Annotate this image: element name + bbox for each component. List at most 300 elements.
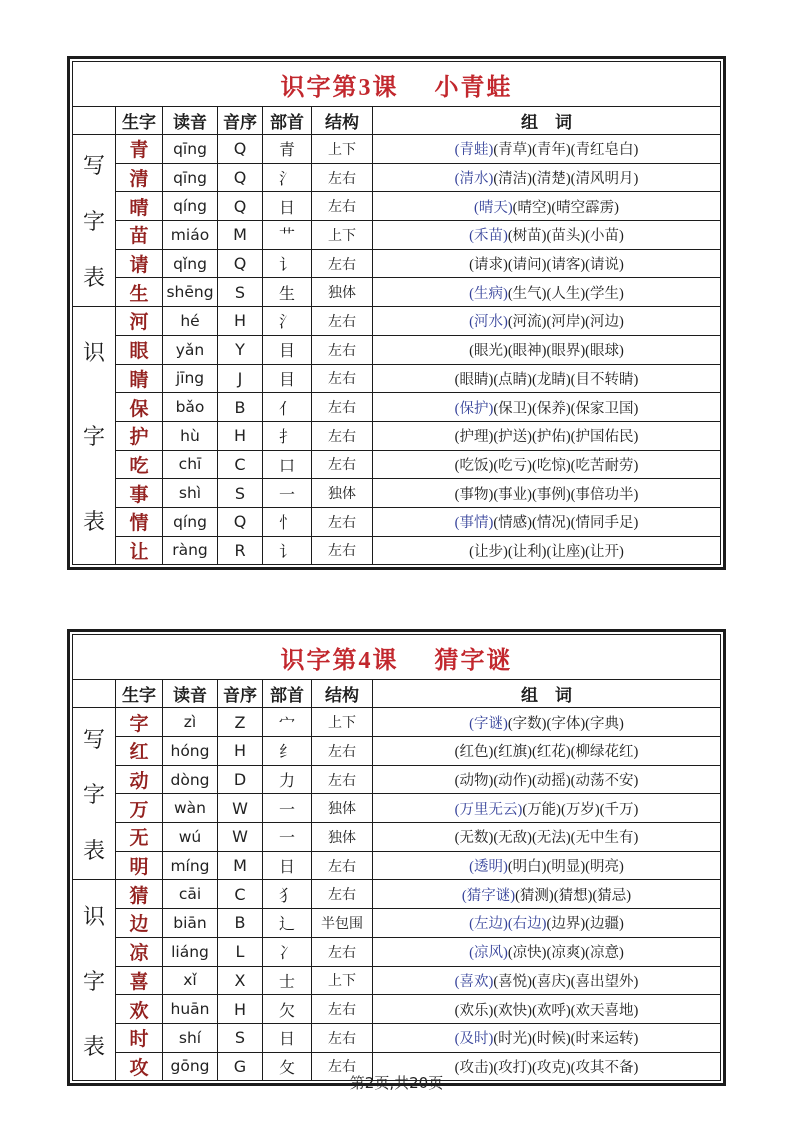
table-row — [73, 393, 721, 422]
pinyin-cell: dòng — [163, 765, 218, 794]
word-group: (晴空) — [512, 199, 552, 216]
words-cell — [373, 335, 721, 364]
words-cell — [373, 507, 721, 536]
char-cell: 攻 — [116, 1052, 163, 1081]
table-row — [73, 221, 721, 250]
table-title — [73, 62, 721, 107]
radical-cell: 一 — [263, 823, 312, 852]
pinyin-cell: ràng — [163, 536, 218, 565]
structure-cell: 左右 — [312, 765, 373, 794]
pinyin-cell: shí — [163, 1023, 218, 1052]
corner-cell — [73, 107, 116, 135]
words-cell — [373, 909, 721, 938]
pinyin-cell: zì — [163, 708, 218, 737]
col-header-pinyin: 读音 — [163, 680, 218, 708]
pinyin-cell: chī — [163, 450, 218, 479]
initial-cell: Z — [218, 708, 263, 737]
structure-cell: 左右 — [312, 536, 373, 565]
word-group: (吃亏) — [493, 457, 532, 474]
char-cell: 欢 — [116, 995, 163, 1024]
section-label-char: 表 — [82, 508, 105, 534]
structure-cell: 左右 — [312, 192, 373, 221]
word-group: (情同手足) — [570, 515, 639, 532]
col-header-char: 生字 — [116, 107, 163, 135]
table-row — [73, 135, 721, 164]
word-group: (时来运转) — [570, 1031, 639, 1048]
section-label-recognition — [73, 307, 116, 565]
structure-cell: 左右 — [312, 737, 373, 766]
char-cell: 凉 — [116, 937, 163, 966]
table-row — [73, 507, 721, 536]
word-group: (点睛) — [493, 371, 532, 388]
table-row — [73, 479, 721, 508]
radical-cell: 日 — [263, 192, 312, 221]
word-group: (晴空霹雳) — [551, 199, 619, 216]
words-cell — [373, 794, 721, 823]
radical-cell: 讠 — [263, 249, 312, 278]
section-label-char: 字 — [82, 782, 105, 808]
pinyin-cell: qīng — [163, 163, 218, 192]
word-group: (万里无云) — [454, 801, 523, 818]
char-cell: 河 — [116, 307, 163, 336]
char-cell: 请 — [116, 249, 163, 278]
structure-cell: 左右 — [312, 851, 373, 880]
char-cell: 明 — [116, 851, 163, 880]
words-cell — [373, 163, 721, 192]
word-group: (欢快) — [493, 1002, 532, 1019]
words-cell — [373, 995, 721, 1024]
structure-cell: 左右 — [312, 335, 373, 364]
pinyin-cell: qǐng — [163, 249, 218, 278]
word-group: (禾苗) — [469, 228, 508, 245]
word-group: (猜测) — [515, 887, 554, 904]
word-group: (青草) — [493, 142, 532, 159]
pinyin-cell: qíng — [163, 507, 218, 536]
radical-cell: 氵 — [263, 163, 312, 192]
words-cell — [373, 249, 721, 278]
page-number: 第2页,共20页 — [349, 1074, 444, 1092]
word-group: (攻打) — [493, 1059, 532, 1076]
word-group: (透明) — [469, 859, 508, 876]
lesson-label: 识字第3课 — [280, 74, 399, 101]
table-row — [73, 1023, 721, 1052]
word-group: (保家卫国) — [570, 400, 639, 417]
word-group: (请求) — [469, 257, 508, 274]
word-group: (猜忌) — [592, 887, 632, 904]
words-cell — [373, 966, 721, 995]
word-group: (事物) — [454, 486, 494, 503]
initial-cell: Y — [218, 335, 263, 364]
structure-cell: 左右 — [312, 249, 373, 278]
table-row — [73, 765, 721, 794]
section-label-writing — [73, 708, 116, 880]
words-cell — [373, 823, 721, 852]
word-group: (护佑) — [532, 429, 571, 446]
pinyin-cell: bǎo — [163, 393, 218, 422]
word-group: (无敌) — [493, 830, 532, 847]
word-group: (请说) — [585, 257, 624, 274]
structure-cell: 左右 — [312, 364, 373, 393]
structure-cell: 左右 — [312, 163, 373, 192]
char-cell: 清 — [116, 163, 163, 192]
initial-cell: W — [218, 794, 263, 823]
section-label-char: 表 — [82, 264, 105, 290]
word-group: (凉爽) — [546, 945, 586, 962]
table-row — [73, 192, 721, 221]
word-group: (字谜) — [469, 715, 508, 732]
word-group: (事业) — [493, 486, 532, 503]
word-group: (河水) — [469, 314, 508, 331]
word-group: (喜欢) — [454, 973, 494, 990]
word-group: (事例) — [532, 486, 571, 503]
word-group: (动物) — [454, 773, 494, 790]
structure-cell: 独体 — [312, 479, 373, 508]
col-header-char: 生字 — [116, 680, 163, 708]
char-cell: 吃 — [116, 450, 163, 479]
table-row — [73, 794, 721, 823]
word-group: (边界) — [546, 916, 586, 933]
initial-cell: Q — [218, 135, 263, 164]
char-cell: 字 — [116, 708, 163, 737]
word-group: (明白) — [507, 859, 547, 876]
word-group: (护理) — [454, 429, 494, 446]
radical-cell: 日 — [263, 851, 312, 880]
pinyin-cell: yǎn — [163, 335, 218, 364]
char-cell: 青 — [116, 135, 163, 164]
word-group: (让开) — [585, 543, 624, 560]
word-group: (时光) — [493, 1031, 532, 1048]
initial-cell: Q — [218, 163, 263, 192]
word-group: (请问) — [507, 257, 547, 274]
word-group: (喜悦) — [493, 973, 532, 990]
pinyin-cell: cāi — [163, 880, 218, 909]
structure-cell: 左右 — [312, 393, 373, 422]
word-group: (生病) — [469, 285, 508, 302]
words-cell — [373, 937, 721, 966]
word-group: (让步) — [469, 543, 508, 560]
col-header-initial: 音序 — [218, 107, 263, 135]
section-label-char: 识 — [82, 339, 105, 365]
table-row — [73, 851, 721, 880]
pinyin-cell: qīng — [163, 135, 218, 164]
word-group: (攻克) — [532, 1059, 571, 1076]
char-cell: 苗 — [116, 221, 163, 250]
table-row — [73, 421, 721, 450]
char-cell: 晴 — [116, 192, 163, 221]
table-row — [73, 823, 721, 852]
char-cell: 睛 — [116, 364, 163, 393]
word-group: (字典) — [585, 715, 624, 732]
col-header-radical: 部首 — [263, 107, 312, 135]
word-group: (河边) — [585, 314, 624, 331]
initial-cell: H — [218, 737, 263, 766]
words-cell — [373, 135, 721, 164]
word-group: (无中生有) — [570, 830, 639, 847]
pinyin-cell: wú — [163, 823, 218, 852]
structure-cell: 独体 — [312, 794, 373, 823]
radical-cell: 讠 — [263, 536, 312, 565]
initial-cell: X — [218, 966, 263, 995]
radical-cell: 一 — [263, 479, 312, 508]
structure-cell: 左右 — [312, 450, 373, 479]
initial-cell: M — [218, 221, 263, 250]
structure-cell: 半包围 — [312, 909, 373, 938]
col-header-initial: 音序 — [218, 680, 263, 708]
radical-cell: 辶 — [263, 909, 312, 938]
radical-cell: 士 — [263, 966, 312, 995]
word-group: (攻其不备) — [570, 1059, 639, 1076]
word-group: (眼界) — [546, 343, 586, 360]
word-group: (吃惊) — [532, 457, 571, 474]
word-group: (清洁) — [493, 171, 532, 188]
initial-cell: Q — [218, 507, 263, 536]
table-row — [73, 307, 721, 336]
initial-cell: B — [218, 909, 263, 938]
word-group: (河岸) — [546, 314, 586, 331]
word-group: (清水) — [454, 171, 494, 188]
word-group: (欢呼) — [532, 1002, 571, 1019]
radical-cell: 亻 — [263, 393, 312, 422]
words-cell — [373, 307, 721, 336]
initial-cell: D — [218, 765, 263, 794]
lesson3-table — [67, 56, 726, 570]
words-cell — [373, 765, 721, 794]
radical-cell: 目 — [263, 335, 312, 364]
table-row — [73, 249, 721, 278]
radical-cell: 纟 — [263, 737, 312, 766]
initial-cell: L — [218, 937, 263, 966]
structure-cell: 上下 — [312, 221, 373, 250]
section-label-char: 字 — [82, 968, 105, 994]
section-label-recognition — [73, 880, 116, 1081]
word-group: (喜庆) — [532, 973, 571, 990]
word-group: (苗头) — [546, 228, 586, 245]
radical-cell: 犭 — [263, 880, 312, 909]
radical-cell: 宀 — [263, 708, 312, 737]
structure-cell: 左右 — [312, 880, 373, 909]
words-cell — [373, 421, 721, 450]
word-group: (保养) — [532, 400, 571, 417]
word-group: (龙睛) — [532, 371, 571, 388]
word-group: (学生) — [585, 285, 624, 302]
word-group: (无数) — [454, 830, 494, 847]
word-group: (保卫) — [493, 400, 532, 417]
section-label-char: 写 — [82, 726, 105, 752]
initial-cell: S — [218, 278, 263, 307]
word-group: (小苗) — [585, 228, 624, 245]
structure-cell: 上下 — [312, 135, 373, 164]
table-row — [73, 880, 721, 909]
radical-cell: 一 — [263, 794, 312, 823]
col-header-pinyin: 读音 — [163, 107, 218, 135]
word-group: (河流) — [507, 314, 547, 331]
word-group: (清楚) — [532, 171, 571, 188]
table-row — [73, 937, 721, 966]
word-group: (字数) — [507, 715, 547, 732]
word-group: (动摇) — [532, 773, 571, 790]
word-group: (生气) — [507, 285, 547, 302]
char-cell: 猜 — [116, 880, 163, 909]
word-group: (动作) — [493, 773, 532, 790]
table-row — [73, 708, 721, 737]
table-row — [73, 364, 721, 393]
initial-cell: H — [218, 995, 263, 1024]
word-group: (红色) — [454, 744, 494, 761]
radical-cell: 生 — [263, 278, 312, 307]
tables-container — [0, 56, 793, 1086]
lesson4-table — [67, 629, 726, 1086]
radical-cell: 氵 — [263, 307, 312, 336]
pinyin-cell: xǐ — [163, 966, 218, 995]
table-row — [73, 966, 721, 995]
word-group: (时候) — [532, 1031, 571, 1048]
table-row — [73, 335, 721, 364]
word-group: (边疆) — [585, 916, 624, 933]
pinyin-cell: míng — [163, 851, 218, 880]
word-group: (万能) — [522, 801, 561, 818]
pinyin-cell: hé — [163, 307, 218, 336]
word-group: (万岁) — [561, 801, 600, 818]
words-cell — [373, 450, 721, 479]
initial-cell: C — [218, 880, 263, 909]
initial-cell: C — [218, 450, 263, 479]
char-cell: 保 — [116, 393, 163, 422]
section-label-char: 字 — [82, 424, 105, 450]
lesson-name: 猜字谜 — [434, 647, 513, 674]
word-group: (事情) — [454, 515, 494, 532]
initial-cell: J — [218, 364, 263, 393]
word-group: (让座) — [546, 543, 586, 560]
word-group: (及时) — [454, 1031, 494, 1048]
char-cell: 事 — [116, 479, 163, 508]
words-cell — [373, 536, 721, 565]
pinyin-cell: liáng — [163, 937, 218, 966]
char-cell: 无 — [116, 823, 163, 852]
word-group: (青红皂白) — [570, 142, 639, 159]
char-cell: 边 — [116, 909, 163, 938]
word-group: (情感) — [493, 515, 532, 532]
initial-cell: H — [218, 421, 263, 450]
word-group: (凉快) — [507, 945, 547, 962]
char-cell: 护 — [116, 421, 163, 450]
initial-cell: Q — [218, 192, 263, 221]
pinyin-cell: shēng — [163, 278, 218, 307]
char-cell: 万 — [116, 794, 163, 823]
structure-cell: 左右 — [312, 507, 373, 536]
structure-cell: 上下 — [312, 708, 373, 737]
word-group: (动荡不安) — [570, 773, 639, 790]
radical-cell: 日 — [263, 1023, 312, 1052]
section-label-char: 写 — [82, 153, 105, 179]
radical-cell: 扌 — [263, 421, 312, 450]
col-header-structure: 结构 — [312, 107, 373, 135]
word-group: (明亮) — [585, 859, 624, 876]
initial-cell: Q — [218, 249, 263, 278]
col-header-structure: 结构 — [312, 680, 373, 708]
lesson-label: 识字第4课 — [280, 647, 399, 674]
char-cell: 情 — [116, 507, 163, 536]
char-cell: 喜 — [116, 966, 163, 995]
pinyin-cell: miáo — [163, 221, 218, 250]
char-cell: 生 — [116, 278, 163, 307]
word-group: (红花) — [532, 744, 571, 761]
word-group: (眼神) — [507, 343, 547, 360]
table-row — [73, 278, 721, 307]
word-group: (右边) — [507, 916, 547, 933]
word-group: (欢乐) — [454, 1002, 494, 1019]
corner-cell — [73, 680, 116, 708]
structure-cell: 独体 — [312, 823, 373, 852]
char-cell: 眼 — [116, 335, 163, 364]
structure-cell: 上下 — [312, 966, 373, 995]
structure-cell: 左右 — [312, 421, 373, 450]
words-cell — [373, 221, 721, 250]
word-group: (眼睛) — [454, 371, 494, 388]
words-cell — [373, 393, 721, 422]
table-title — [73, 635, 721, 680]
pinyin-cell: huān — [163, 995, 218, 1024]
words-cell — [373, 737, 721, 766]
word-group: (猜字谜) — [461, 887, 516, 904]
table-row — [73, 909, 721, 938]
word-group: (眼光) — [469, 343, 508, 360]
words-cell — [373, 708, 721, 737]
word-group: (晴天) — [473, 199, 513, 216]
initial-cell: B — [218, 393, 263, 422]
section-label-char: 字 — [82, 209, 105, 235]
word-group: (千万) — [599, 801, 639, 818]
word-group: (护国佑民) — [570, 429, 639, 446]
word-group: (事倍功半) — [570, 486, 639, 503]
word-group: (攻击) — [454, 1059, 494, 1076]
word-group: (字体) — [546, 715, 586, 732]
words-cell — [373, 364, 721, 393]
pinyin-cell: shì — [163, 479, 218, 508]
word-group: (请客) — [546, 257, 586, 274]
word-group: (人生) — [546, 285, 586, 302]
initial-cell: H — [218, 307, 263, 336]
words-cell — [373, 851, 721, 880]
radical-cell: 目 — [263, 364, 312, 393]
char-cell: 让 — [116, 536, 163, 565]
words-cell — [373, 278, 721, 307]
char-cell: 动 — [116, 765, 163, 794]
pinyin-cell: gōng — [163, 1052, 218, 1081]
word-group: (柳绿花红) — [570, 744, 639, 761]
pinyin-cell: hù — [163, 421, 218, 450]
word-group: (无法) — [532, 830, 571, 847]
radical-cell: 青 — [263, 135, 312, 164]
pinyin-cell: biān — [163, 909, 218, 938]
initial-cell: M — [218, 851, 263, 880]
word-group: (吃饭) — [454, 457, 494, 474]
radical-cell: 欠 — [263, 995, 312, 1024]
structure-cell: 左右 — [312, 1052, 373, 1081]
table-row — [73, 450, 721, 479]
word-group: (吃苦耐劳) — [570, 457, 639, 474]
structure-cell: 左右 — [312, 995, 373, 1024]
structure-cell: 左右 — [312, 937, 373, 966]
structure-cell: 独体 — [312, 278, 373, 307]
initial-cell: S — [218, 479, 263, 508]
char-cell: 红 — [116, 737, 163, 766]
word-group: (凉风) — [469, 945, 508, 962]
word-group: (凉意) — [585, 945, 624, 962]
word-group: (护送) — [493, 429, 532, 446]
word-group: (情况) — [532, 515, 571, 532]
word-group: (目不转睛) — [570, 371, 639, 388]
radical-cell: 艹 — [263, 221, 312, 250]
